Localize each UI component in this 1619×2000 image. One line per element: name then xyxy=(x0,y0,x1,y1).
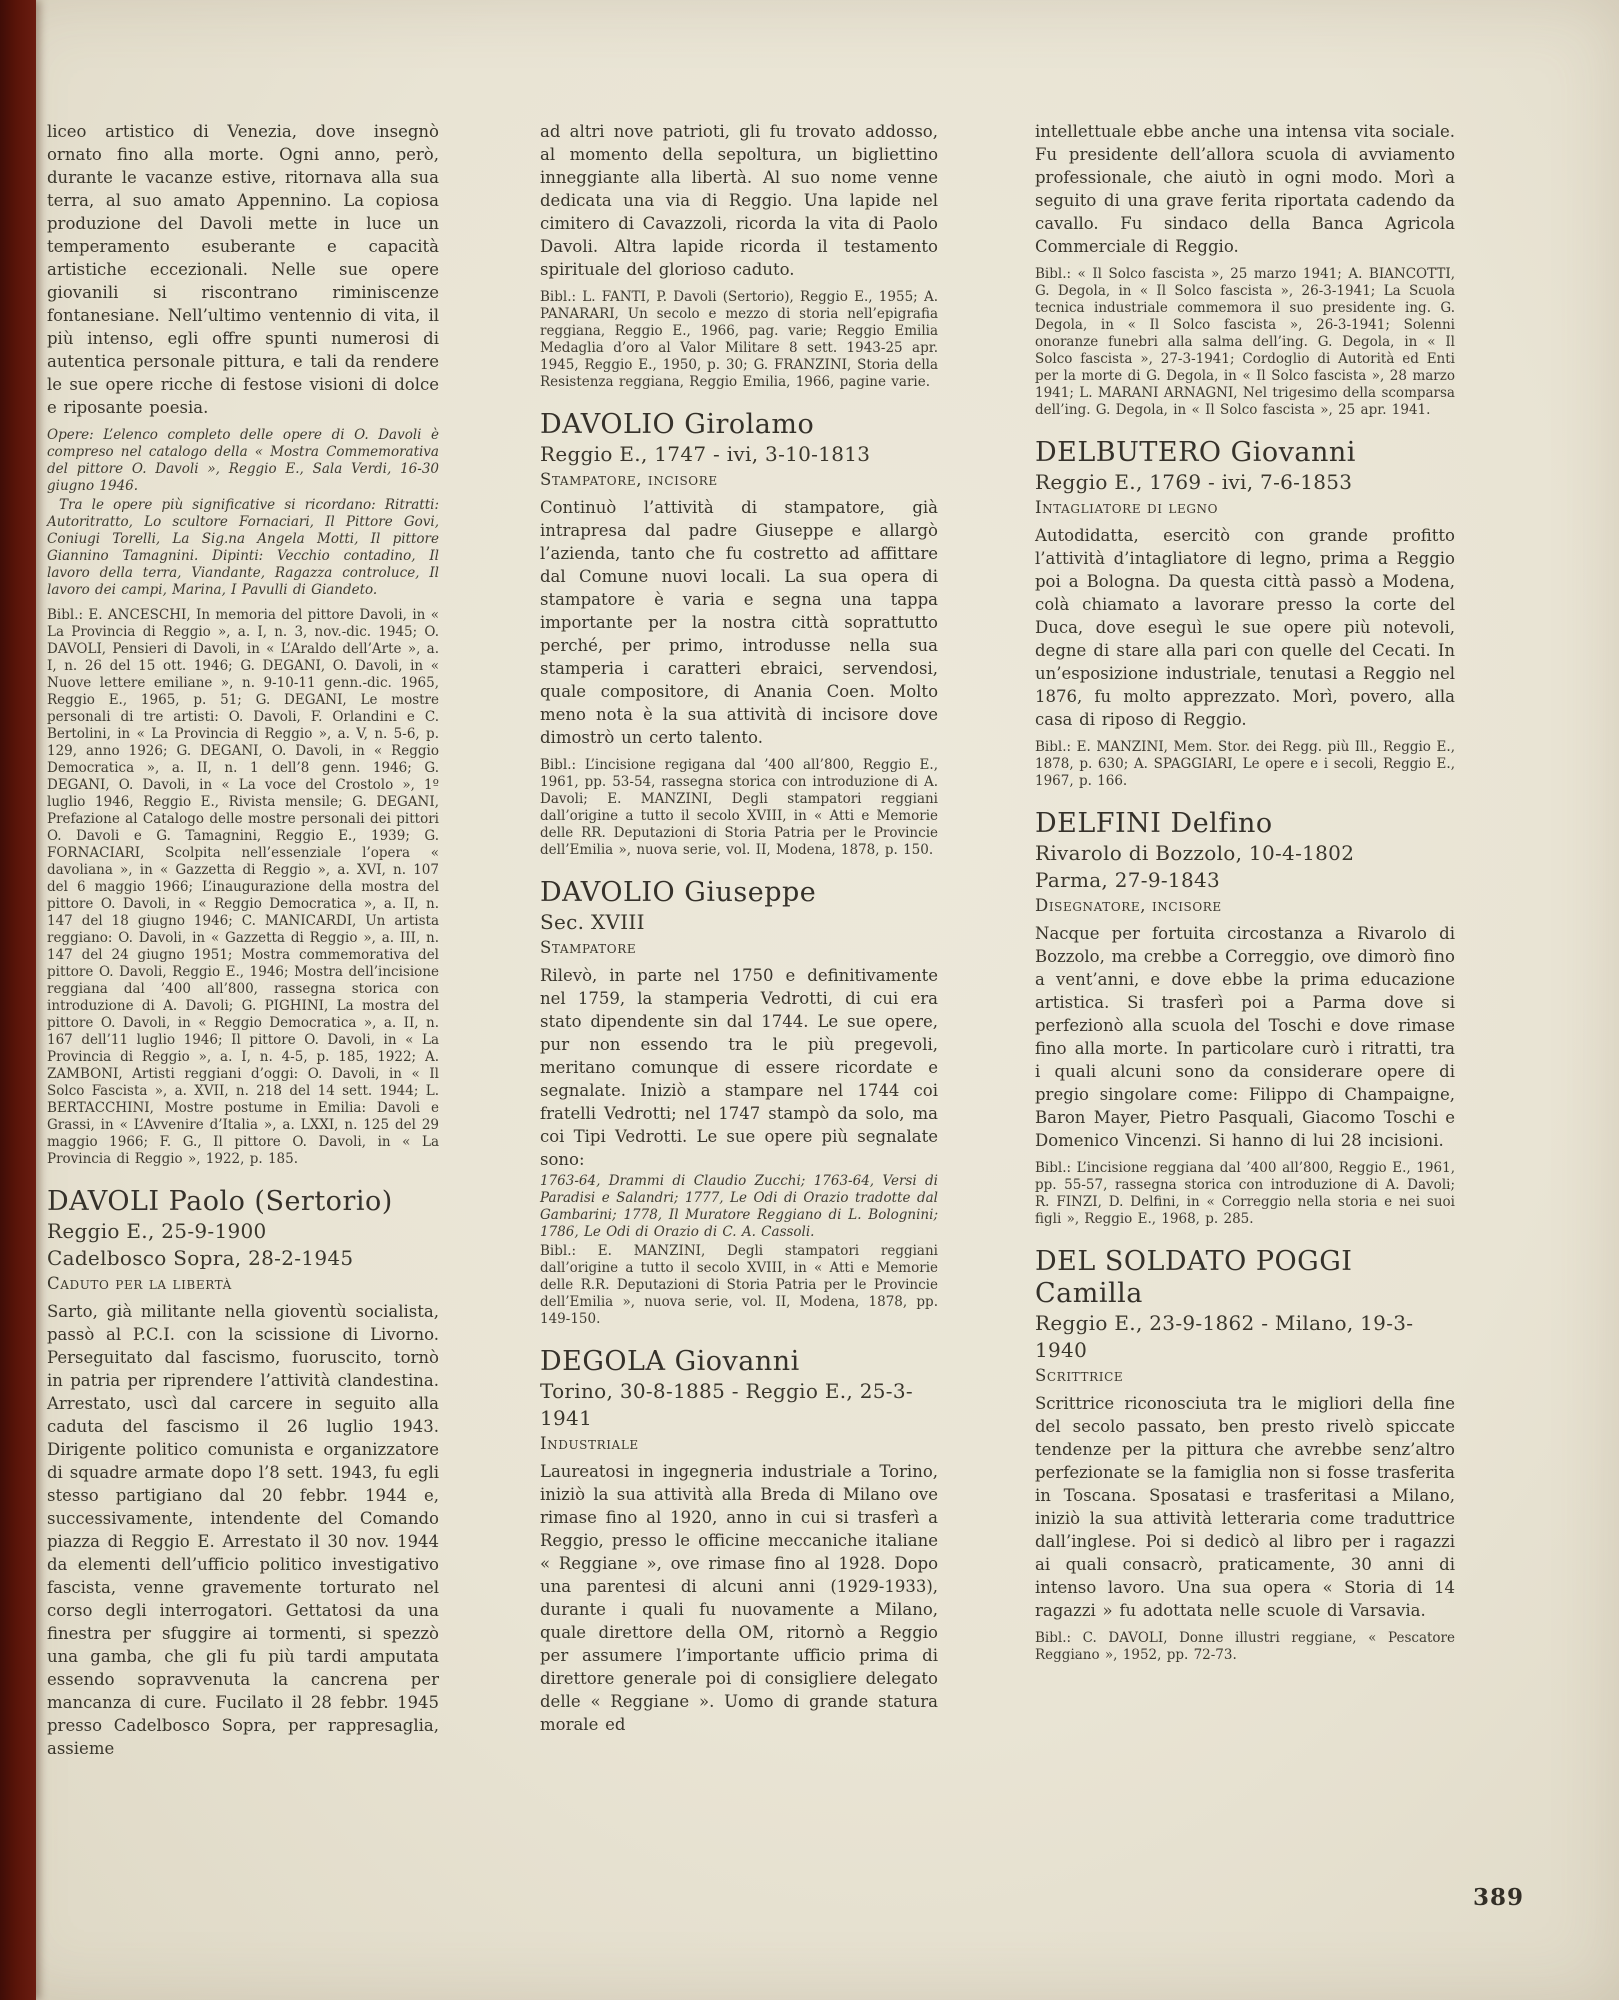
entry-profession: Stampatore, incisore xyxy=(540,470,718,489)
entry-profession: Industriale xyxy=(540,1434,639,1453)
entry-birth: Rivarolo di Bozzolo, 10-4-1802 xyxy=(1035,841,1355,865)
entry-body: Nacque per fortuita circostanza a Rivarolo di Bozzolo, ma crebbe a Correggio, ove dimorò fino a vent’anni, e dove ebbe la prima educazione artistica. Si trasferì poi a Parma dove si perfezionò alla scuola del Toschi e dove rimase fino alla morte. In particolare curò i ritratti, tra i quali alcuni sono da considerare opere di pregio singolare come: Filippo di Champaigne, Baron Mayer, Pietro Pasquali, Giacomo Toschi e Domenico Vincenzi. Si hanno di lui 28 incisioni. xyxy=(1035,924,1455,1150)
column-right xyxy=(1035,120,1455,1664)
entry-profession: Disegnatore, incisore xyxy=(1035,896,1222,915)
bibliography: Bibl.: L’incisione reggiana dal ’400 all’800, Reggio E., 1961, pp. 55-57, rassegna storica con introduzione di A. Davoli; R. FINZI, D. Delfini, in « Correggio nella storia e nei suoi figli », Reggio E., 1968, p. 285. xyxy=(1035,1160,1455,1227)
entry-profession: Stampatore xyxy=(540,938,637,957)
column-left xyxy=(47,120,439,1760)
entry-name: DAVOLI Paolo (Sertorio) xyxy=(47,1186,393,1217)
entry-delfini-delfino xyxy=(1035,808,1455,1228)
entry-name: DEL SOLDATO POGGI Camilla xyxy=(1035,1246,1353,1309)
bibliography: Bibl.: L’incisione regigana dal ’400 all’800, Reggio E., 1961, pp. 53-54, rassegna storica con introduzione di A. Davoli; E. MANZINI, Degli stampatori reggiani dall’origine a tutto il secolo XVIII, in « Atti e Memorie delle RR. Deputazioni di Storia Patria per le Provincie dell’Emilia », nuova serie, vol. II, Modena, 1878, p. 150. xyxy=(540,757,938,858)
continuation-paragraph: intellettuale ebbe anche una intensa vita sociale. Fu presidente dell’allora scuola di avviamento professionale, che aiutò in ogni modo. Morì a seguito di una grave ferita riportata cadendo da cavallo. Fu sindaco della Banca Agricola Commerciale di Reggio. xyxy=(1035,122,1455,256)
entry-name: DELFINI Delfino xyxy=(1035,808,1273,839)
entry-body: Laureatosi in ingegneria industriale a Torino, iniziò la sua attività alla Breda di Milano ove rimase fino al 1920, anno in cui si trasferì a Reggio, presso le officine meccaniche italiane « Reggiane », ove rimase fino al 1928. Dopo una parentesi di alcuni anni (1929-1933), durante i quali fu nuovamente a Milano, quale direttore della OM, ritornò a Reggio per assumere l’importante ufficio prima di direttore generale poi di consigliere delegato delle « Reggiane ». Uomo di grande statura morale ed xyxy=(540,1462,938,1734)
bibliography-davoli-ottorino: Bibl.: E. ANCESCHI, In memoria del pittore Davoli, in « La Provincia di Reggio », a. I, n. 3, nov.-dic. 1945; O. DAVOLI, Pensieri di Davoli, in « L’Araldo dell’Arte », a. I, n. 26 del 15 ott. 1946; G. DEGANI, O. Davoli, in « Nuove lettere emiliane », n. 9-10-11 genn.-dic. 1965, Reggio E., 1965, p. 51; G. DEGANI, Le mostre personali di tre artisti: O. Davoli, F. Orlandini e C. Bertolini, in « La Provincia di Reggio », a. V, n. 5-6, p. 129, anno 1926; G. DEGANI, O. Davoli, in « Reggio Democratica », a. II, n. 1 dell’8 genn. 1946; G. DEGANI, O. Davoli, in « La voce del Crostolo », 1º luglio 1946, Reggio E., Rivista mensile; G. DEGANI, Prefazione al Catalogo delle mostre personali dei pittori O. Davoli e G. Tamagnini, Reggio E., 1939; G. FORNACIARI, Scolpita nell’essenziale l’opera « davoliana », in « Gazzetta di Reggio », a. XVI, n. 107 del 6 maggio 1966; L’inaugurazione della mostra del pittore O. Davoli, in « Reggio Democratica », a. II, n. 147 del 18 giugno 1946; C. MANICARDI, Un artista reggiano: O. Davoli, in « Gazzetta di Reggio », a. III, n. 147 del 24 giugno 1951; Mostra commemorativa del pittore O. Davoli, Reggio E., 1946; Mostra dell’incisione reggiana dal ’400 all’800, rassegna storica con introduzione di A. Davoli; G. PIGHINI, La mostra del pittore O. Davoli, in « Reggio Democratica », a. II, n. 167 dell’11 luglio 1946; Il pittore O. Davoli, in « La Provincia di Reggio », a. I, n. 4-5, p. 185, 1922; A. ZAMBONI, Artisti reggiani d’oggi: O. Davoli, in « Il Solco Fascista », a. XVII, n. 218 del 14 sett. 1944; L. BERTACCHINI, Mostre postume in Emilia: Davoli e Grassi, in « L’Avvenire d’Italia », a. LXXI, n. 125 del 29 maggio 1966; F. G., Il pittore O. Davoli, in « La Provincia di Reggio », 1922, p. 185. xyxy=(47,607,439,1167)
entry-body: Autodidatta, esercitò con grande profitto l’attività d’intagliatore di legno, prima a Reggio poi a Bologna. Da questa città passò a Modena, colà chiamato a lavorare presso la corte del Duca, dove eseguì le sue opere più notevoli, degne di stare alla pari con quelle del Cecati. In un’esposizione industriale, tenutasi a Reggio nel 1876, fu molto apprezzato. Morì, povero, alla casa di riposo di Reggio. xyxy=(1035,526,1455,729)
works-list: 1763-64, Drammi di Claudio Zucchi; 1763-64, Versi di Paradisi e Salandri; 1777, Le Odi di Orazio tradotte dal Gambarini; 1778, Il Muratore Reggiano di L. Bolognini; 1786, Le Odi di Orazio di C. A. Cassoli. xyxy=(540,1173,938,1240)
entry-dates: Reggio E., 23-9-1862 - Milano, 19-3-1940 xyxy=(1035,1311,1414,1362)
entry-davolio-giuseppe xyxy=(540,877,938,1328)
entry-davolio-girolamo xyxy=(540,409,938,859)
opere-paragraph: Opere: L’elenco completo delle opere di O. Davoli è compreso nel catalogo della « Mostra Commemorativa del pittore O. Davoli », Reggio E., Sala Verdi, 16-30 giugno 1946. xyxy=(47,427,439,494)
bibliography-degola: Bibl.: « Il Solco fascista », 25 marzo 1941; A. BIANCOTTI, G. Degola, in « Il Solco fascista », 26-3-1941; La Scuola tecnica industriale commemora il suo presidente ing. G. Degola, in « Il Solco fascista », 26-3-1941; Solenni onoranze funebri alla salma dell’ing. G. Degola, in « Il Solco fascista », 27-3-1941; Cordoglio di Autorità ed Enti per la morte di G. Degola, in « Il Solco fascista », 28 marzo 1941; L. MARANI ARNAGNI, Nel trigesimo della scomparsa dell’ing. G. Degola, in « Il Solco fascista », 25 apr. 1941. xyxy=(1035,266,1455,418)
bibliography: Bibl.: C. DAVOLI, Donne illustri reggiane, « Pescatore Reggiano », 1952, pp. 72-73. xyxy=(1035,1630,1455,1663)
entry-profession: Intagliatore di legno xyxy=(1035,498,1219,517)
entry-name: DEGOLA Giovanni xyxy=(540,1346,800,1377)
bibliography-davoli-paolo: Bibl.: L. FANTI, P. Davoli (Sertorio), Reggio E., 1955; A. PANARARI, Un secolo e mezzo di storia nell’epigrafia reggiana, Reggio E., 1966, pag. varie; Reggio Emilia Medaglia d’oro al Valor Militare 8 sett. 1943-25 apr. 1945, Reggio E., 1950, p. 30; G. FRANZINI, Storia della Resistenza reggiana, Reggio Emilia, 1966, pagine varie. xyxy=(540,289,938,390)
bibliography: Bibl.: E. MANZINI, Degli stampatori reggiani dall’origine a tutto il secolo XVIII, in « Atti e Memorie delle R.R. Deputazioni di Storia Patria per le Provincie dell’Emilia », nuova serie, vol. II, Modena, 1878, pp. 149-150. xyxy=(540,1243,938,1327)
entry-body: Scrittrice riconosciuta tra le migliori della fine del secolo passato, ben presto rivelò spiccate tendenze per la pittura che avrebbe senz’altro perfezionate se la famiglia non si fosse trasferita in Toscana. Sposatasi e trasferitasi a Milano, iniziò la sua attività letteraria come traduttrice dall’inglese. Poi si dedicò al libro per i ragazzi ai quali consacrò, praticamente, 30 anni di intenso lavoro. Una sua opera « Storia di 14 ragazzi » fu adottata nelle scuole di Varsavia. xyxy=(1035,1394,1455,1620)
entry-delbutero-giovanni xyxy=(1035,437,1455,790)
entry-del-soldato-poggi-camilla xyxy=(1035,1246,1455,1664)
entry-profession: Caduto per la libertà xyxy=(47,1274,232,1293)
entry-name: DAVOLIO Girolamo xyxy=(540,409,815,440)
entry-body: Sarto, già militante nella gioventù socialista, passò al P.C.I. con la scissione di Livorno. Perseguitato dal fascismo, fuoruscito, tornò in patria per riprendere l’attività clandestina. Arrestato, uscì dal carcere in seguito alla caduta del fascismo il 26 luglio 1943. Dirigente politico comunista e organizzatore di squadre armate dopo l’8 sett. 1943, fu egli stesso partigiano dal 20 febbr. 1944 e, successivamente, intendente del Comando piazza di Reggio E. Arrestato il 30 nov. 1944 da elementi dell’ufficio politico investigativo fascista, venne gravemente torturato nel corso degli interrogatori. Gettatosi da una finestra per sfuggire ai tormenti, si spezzò una gamba, che gli fu più tardi amputata essendo sopravvenuta la cancrena per mancanza di cure. Fucilato il 28 febbr. 1945 presso Cadelbosco Sopra, per rappresaglia, assieme xyxy=(47,1302,439,1758)
entry-body: Continuò l’attività di stampatore, già intrapresa dal padre Giuseppe e allargò l’azienda, tanto che fu costretto ad affittare dal Comune nuovi locali. La sua opera di stampatore è varia e segna una tappa importante per la nostra città soprattutto perché, per primo, introdusse nella sua stamperia i caratteri ebraici, servendosi, quale compositore, di Anania Coen. Molto meno nota è la sua attività di incisore dove dimostrò un certo talento. xyxy=(540,498,938,747)
entry-dates: Torino, 30-8-1885 - Reggio E., 25-3-1941 xyxy=(540,1379,913,1430)
entry-degola-giovanni xyxy=(540,1346,938,1736)
entry-name: DELBUTERO Giovanni xyxy=(1035,437,1356,468)
page-number: 389 xyxy=(1473,1884,1525,1911)
entry-dates: Sec. XVIII xyxy=(540,910,645,934)
continuation-paragraph: liceo artistico di Venezia, dove insegnò ornato fino alla morte. Ogni anno, però, durante le vacanze estive, ritornava alla sua terra, al suo amato Appennino. La copiosa produzione del Davoli mette in luce un temperamento esuberante e capacità artistiche eccezionali. Nelle sue opere giovanili si riscontrano riminiscenze fontanesiane. Nell’ultimo ventennio di vita, il più intenso, egli offre spunti numerosi di autentica personale pittura, e tali da rendere le sue opere ricche di festose visioni di dolce e riposante poesia. xyxy=(47,122,439,417)
entry-dates: Reggio E., 1747 - ivi, 3-10-1813 xyxy=(540,442,871,466)
opere-significant-paragraph: Tra le opere più significative si ricordano: Ritratti: Autoritratto, Lo scultore Fornaciari, Il Pittore Govi, Coniugi Torelli, La Sig.na Angela Motti, Il pittore Giannino Tamagnini. Dipinti: Vecchio contadino, Il lavoro della terra, Viandante, Ragazza controluce, Il lavoro dei campi, Marina, I Pavulli di Giandeto. xyxy=(47,497,439,598)
bibliography: Bibl.: E. MANZINI, Mem. Stor. dei Regg. più Ill., Reggio E., 1878, p. 630; A. SPAGGIARI, Le opere e i secoli, Reggio E., 1967, p. 166. xyxy=(1035,739,1455,789)
entry-dates: Reggio E., 1769 - ivi, 7-6-1853 xyxy=(1035,470,1353,494)
entry-name: DAVOLIO Giuseppe xyxy=(540,877,817,908)
continuation-paragraph: ad altri nove patrioti, gli fu trovato addosso, al momento della sepoltura, un bigliettino inneggiante alla libertà. Al suo nome venne dedicata una via di Reggio. Una lapide nel cimitero di Cavazzoli, ricorda la vita di Paolo Davoli. Altra lapide ricorda il testamento spirituale del glorioso caduto. xyxy=(540,122,938,279)
column-middle xyxy=(540,120,938,1736)
binding-edge xyxy=(0,0,36,2000)
entry-death: Parma, 27-9-1843 xyxy=(1035,868,1221,892)
entry-profession: Scrittrice xyxy=(1035,1366,1124,1385)
entry-birth: Reggio E., 25-9-1900 xyxy=(47,1219,267,1243)
entry-davoli-paolo xyxy=(47,1186,439,1760)
entry-death: Cadelbosco Sopra, 28-2-1945 xyxy=(47,1246,354,1270)
entry-body: Rilevò, in parte nel 1750 e definitivamente nel 1759, la stamperia Vedrotti, di cui era stato dipendente sin dal 1744. Le sue opere, pur non essendo tra le più pregevoli, meritano comunque di essere ricordate e segnalate. Iniziò a stampare nel 1744 coi fratelli Vedrotti; nel 1747 stampò da solo, ma coi Tipi Vedrotti. Le sue opere più segnalate sono: xyxy=(540,966,938,1169)
